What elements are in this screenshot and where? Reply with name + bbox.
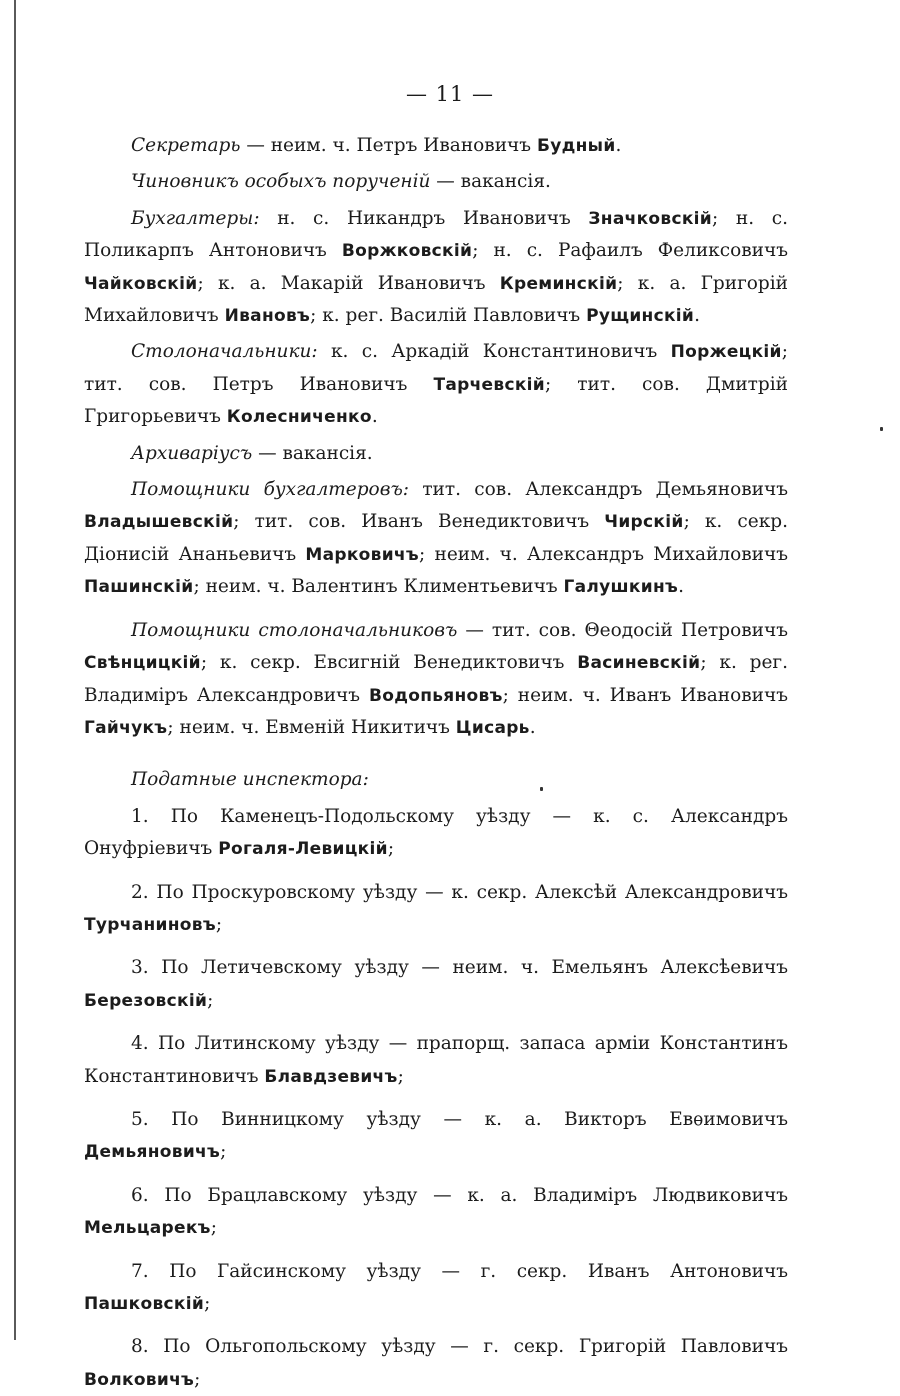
surname: Тарчевскій — [433, 374, 546, 395]
inspectors-heading: Податные инспектора: — [131, 769, 369, 791]
inspector-item: 3. По Летичевскому уѣзду — неим. ч. Емельянъ Алексѣевичъ Березовскій; — [84, 957, 788, 1011]
inspector-item: 5. По Винницкому уѣзду — к. а. Викторъ Евѳимовичъ Демьяновичъ; — [84, 1108, 788, 1163]
entry-accountants: Бухгалтеры: н. с. Никандръ Ивановичъ Значковскій; н. с. Поликарпъ Антоновичъ Воржковскій; н. с. Рафаилъ Феликсовичъ Чайковскій; к. а. Макарій Ивановичъ Креминскій; к. а. Григорій Михайловичъ Ивановъ; к. рег. Василій Павловичъ Рущинскій. — [84, 207, 789, 327]
surname: Гайчукъ — [84, 717, 168, 738]
entry-assistant-accountants: Помощники бухгалтеровъ: тит. сов. Александръ Демьяновичъ Владышевскій; тит. сов. Иванъ Венедиктовичъ Чирскій; к. секр. Діонисій Ананьевичъ Марковичъ; неим. ч. Александръ Михайловичъ Пашинскій; неим. ч. Валентинъ Климентьевичъ Галушкинъ. — [84, 479, 789, 598]
surname: Рущинскій — [586, 306, 695, 327]
role-label: Секретарь — [131, 135, 241, 156]
inspector-item: 2. По Проскуровскому уѣзду — к. секр. Алексѣй Александровичъ Турчаниновъ; — [84, 881, 788, 935]
surname: Цисарь — [455, 717, 530, 738]
surname: Поржецкій — [670, 342, 782, 363]
surname: Значковскій — [588, 208, 713, 229]
entry-special-official: Чиновникъ особыхъ порученій — вакансія. — [131, 171, 551, 193]
role-label: Чиновникъ особыхъ порученій — [131, 171, 431, 193]
item-number: 7. — [131, 1260, 149, 1282]
surname: Васиневскій — [577, 653, 701, 674]
surname: Пашковскій — [84, 1294, 205, 1314]
role-label: Архиваріусъ — [131, 442, 253, 464]
print-speck — [880, 427, 883, 431]
document-body — [84, 130, 788, 1396]
item-number: 4. — [131, 1033, 149, 1055]
inspector-item: 6. По Брацлавскому уѣзду — к. а. Владиміръ Людвиковичъ Мельцарекъ; — [84, 1184, 788, 1239]
item-number: 6. — [131, 1184, 149, 1206]
surname: Волковичъ — [84, 1369, 195, 1390]
inspector-item: 8. По Ольгопольскому уѣзду — г. секр. Григорій Павловичъ Волковичъ; — [84, 1336, 788, 1390]
role-label: Помощники бухгалтеровъ: — [131, 479, 410, 501]
surname: Владышевскій — [84, 512, 234, 533]
entry-secretary: Секретарь — неим. ч. Петръ Ивановичъ Будный. — [131, 135, 622, 156]
surname: Свѣнцицкій — [84, 653, 201, 674]
inspector-item: 4. По Литинскому уѣзду — прапорщ. запаса арміи Константинъ Константиновичъ Блавдзевичъ; — [84, 1033, 788, 1087]
surname: Чайковскій — [84, 273, 198, 294]
surname: Ивановъ — [224, 306, 311, 327]
inspector-item: 1. По Каменецъ-Подольскому уѣзду — к. с. Александръ Онуфріевичъ Рогаля-Левицкій; — [84, 805, 788, 860]
inspector-item: 7. По Гайсинскому уѣзду — г. секр. Иванъ Антоновичъ Пашковскій; — [84, 1260, 788, 1314]
page-number: — 11 — — [405, 82, 495, 106]
entry-archivist: Архиваріусъ — вакансія. — [131, 442, 373, 464]
role-label: Столоначальники: — [131, 341, 318, 363]
item-number: 5. — [131, 1108, 149, 1130]
surname: Рогаля-Левицкій — [218, 839, 388, 860]
item-number: 8. — [131, 1336, 149, 1358]
surname: Будный — [536, 136, 616, 156]
surname: Галушкинъ — [563, 577, 679, 598]
surname: Блавдзевичъ — [264, 1066, 398, 1087]
surname: Креминскій — [499, 273, 618, 294]
surname: Березовскій — [84, 990, 208, 1011]
entry-section-heads: Столоначальники: к. с. Аркадій Константиновичъ Поржецкій; тит. сов. Петръ Ивановичъ Тарчевскій; тит. сов. Дмитрій Григорьевичъ Колесниченко. — [84, 341, 788, 428]
surname: Демьяновичъ — [84, 1142, 221, 1163]
item-number: 3. — [131, 957, 149, 979]
surname: Мельцарекъ — [84, 1218, 211, 1239]
item-number: 2. — [131, 881, 149, 903]
surname: Пашинскій — [84, 577, 194, 598]
item-number: 1. — [131, 805, 149, 827]
surname: Колесниченко — [226, 407, 372, 428]
role-label: Помощники столоначальниковъ — [131, 619, 458, 641]
surname: Воржковскій — [341, 241, 473, 262]
surname: Чирскій — [604, 512, 684, 533]
page-edge-line — [14, 0, 16, 1340]
role-label: Бухгалтеры: — [131, 207, 260, 229]
entry-assistant-section-heads: Помощники столоначальниковъ — тит. сов. Θеодосій Петровичъ Свѣнцицкій; к. секр. Евсигній Венедиктовичъ Васиневскій; к. рег. Владиміръ Александровичъ Водопьяновъ; неим. ч. Иванъ Ивановичъ Гайчукъ; неим. ч. Евменій Никитичъ Цисарь. — [84, 619, 788, 738]
surname: Водопьяновъ — [368, 685, 503, 706]
surname: Турчаниновъ — [84, 914, 216, 935]
surname: Марковичъ — [305, 544, 419, 565]
